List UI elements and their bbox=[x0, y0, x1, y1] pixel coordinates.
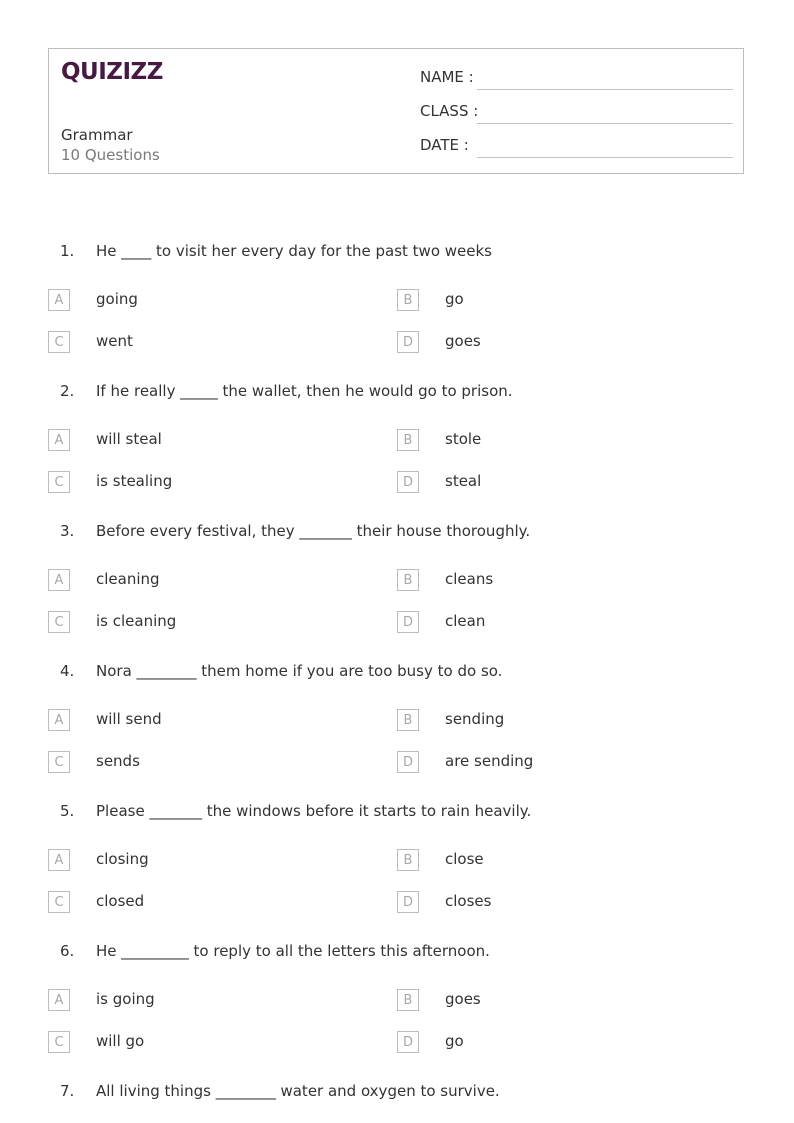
question-4 bbox=[0, 662, 794, 802]
option-letter-box: A bbox=[48, 429, 70, 451]
option-letter-box: A bbox=[48, 289, 70, 311]
quizizz-logo: QUIZIZZ bbox=[61, 59, 163, 85]
option-text: will steal bbox=[96, 430, 162, 448]
option-letter-box: B bbox=[397, 569, 419, 591]
question-number: 3. bbox=[60, 522, 75, 540]
question-text: Before every festival, they _______ their house thoroughly. bbox=[96, 522, 531, 540]
option-text: cleans bbox=[445, 570, 494, 588]
option-letter-box: D bbox=[397, 751, 419, 773]
question-number: 2. bbox=[60, 382, 75, 400]
option-letter-box: D bbox=[397, 471, 419, 493]
option-text: is stealing bbox=[96, 472, 173, 490]
question-2 bbox=[0, 382, 794, 522]
question-text: He _________ to reply to all the letters this afternoon. bbox=[96, 942, 490, 960]
option-text: goes bbox=[445, 332, 481, 350]
option-letter-box: B bbox=[397, 289, 419, 311]
option-text: closed bbox=[96, 892, 145, 910]
option-letter-box: C bbox=[48, 331, 70, 353]
question-text: Nora ________ them home if you are too busy to do so. bbox=[96, 662, 503, 680]
option-text: clean bbox=[445, 612, 486, 630]
option-text: will send bbox=[96, 710, 162, 728]
option-text: closes bbox=[445, 892, 492, 910]
question-number: 4. bbox=[60, 662, 75, 680]
name-label: NAME : bbox=[420, 68, 474, 86]
option-text: goes bbox=[445, 990, 481, 1008]
option-text: stole bbox=[445, 430, 482, 448]
option-letter-box: C bbox=[48, 751, 70, 773]
option-letter-box: C bbox=[48, 611, 70, 633]
question-text: All living things ________ water and oxygen to survive. bbox=[96, 1082, 500, 1100]
question-3 bbox=[0, 522, 794, 662]
worksheet-title: Grammar bbox=[61, 126, 133, 144]
option-text: go bbox=[445, 1032, 464, 1050]
question-text: If he really _____ the wallet, then he would go to prison. bbox=[96, 382, 513, 400]
question-count: 10 Questions bbox=[61, 146, 160, 164]
option-text: went bbox=[96, 332, 133, 350]
option-letter-box: B bbox=[397, 989, 419, 1011]
class-label: CLASS : bbox=[420, 102, 479, 120]
option-text: close bbox=[445, 850, 484, 868]
option-letter-box: A bbox=[48, 849, 70, 871]
option-text: go bbox=[445, 290, 464, 308]
date-line bbox=[477, 157, 733, 158]
option-letter-box: B bbox=[397, 849, 419, 871]
class-line bbox=[477, 123, 733, 124]
option-letter-box: D bbox=[397, 891, 419, 913]
option-letter-box: B bbox=[397, 709, 419, 731]
option-text: going bbox=[96, 290, 138, 308]
option-letter-box: A bbox=[48, 569, 70, 591]
worksheet-header bbox=[48, 48, 744, 174]
question-7 bbox=[0, 1082, 794, 1112]
option-text: closing bbox=[96, 850, 149, 868]
question-5 bbox=[0, 802, 794, 942]
option-letter-box: C bbox=[48, 471, 70, 493]
option-letter-box: D bbox=[397, 611, 419, 633]
option-text: is going bbox=[96, 990, 155, 1008]
option-text: steal bbox=[445, 472, 482, 490]
name-line bbox=[477, 89, 733, 90]
option-letter-box: B bbox=[397, 429, 419, 451]
option-letter-box: C bbox=[48, 1031, 70, 1053]
question-text: Please _______ the windows before it starts to rain heavily. bbox=[96, 802, 532, 820]
option-text: sending bbox=[445, 710, 505, 728]
question-1 bbox=[0, 242, 794, 382]
option-letter-box: A bbox=[48, 709, 70, 731]
question-number: 1. bbox=[60, 242, 75, 260]
question-text: He ____ to visit her every day for the past two weeks bbox=[96, 242, 492, 260]
option-letter-box: D bbox=[397, 1031, 419, 1053]
option-letter-box: C bbox=[48, 891, 70, 913]
option-letter-box: A bbox=[48, 989, 70, 1011]
question-number: 7. bbox=[60, 1082, 75, 1100]
question-number: 5. bbox=[60, 802, 75, 820]
option-text: is cleaning bbox=[96, 612, 177, 630]
option-text: will go bbox=[96, 1032, 145, 1050]
option-text: sends bbox=[96, 752, 140, 770]
option-letter-box: D bbox=[397, 331, 419, 353]
option-text: are sending bbox=[445, 752, 534, 770]
option-text: cleaning bbox=[96, 570, 160, 588]
question-number: 6. bbox=[60, 942, 75, 960]
date-label: DATE : bbox=[420, 136, 469, 154]
question-6 bbox=[0, 942, 794, 1082]
